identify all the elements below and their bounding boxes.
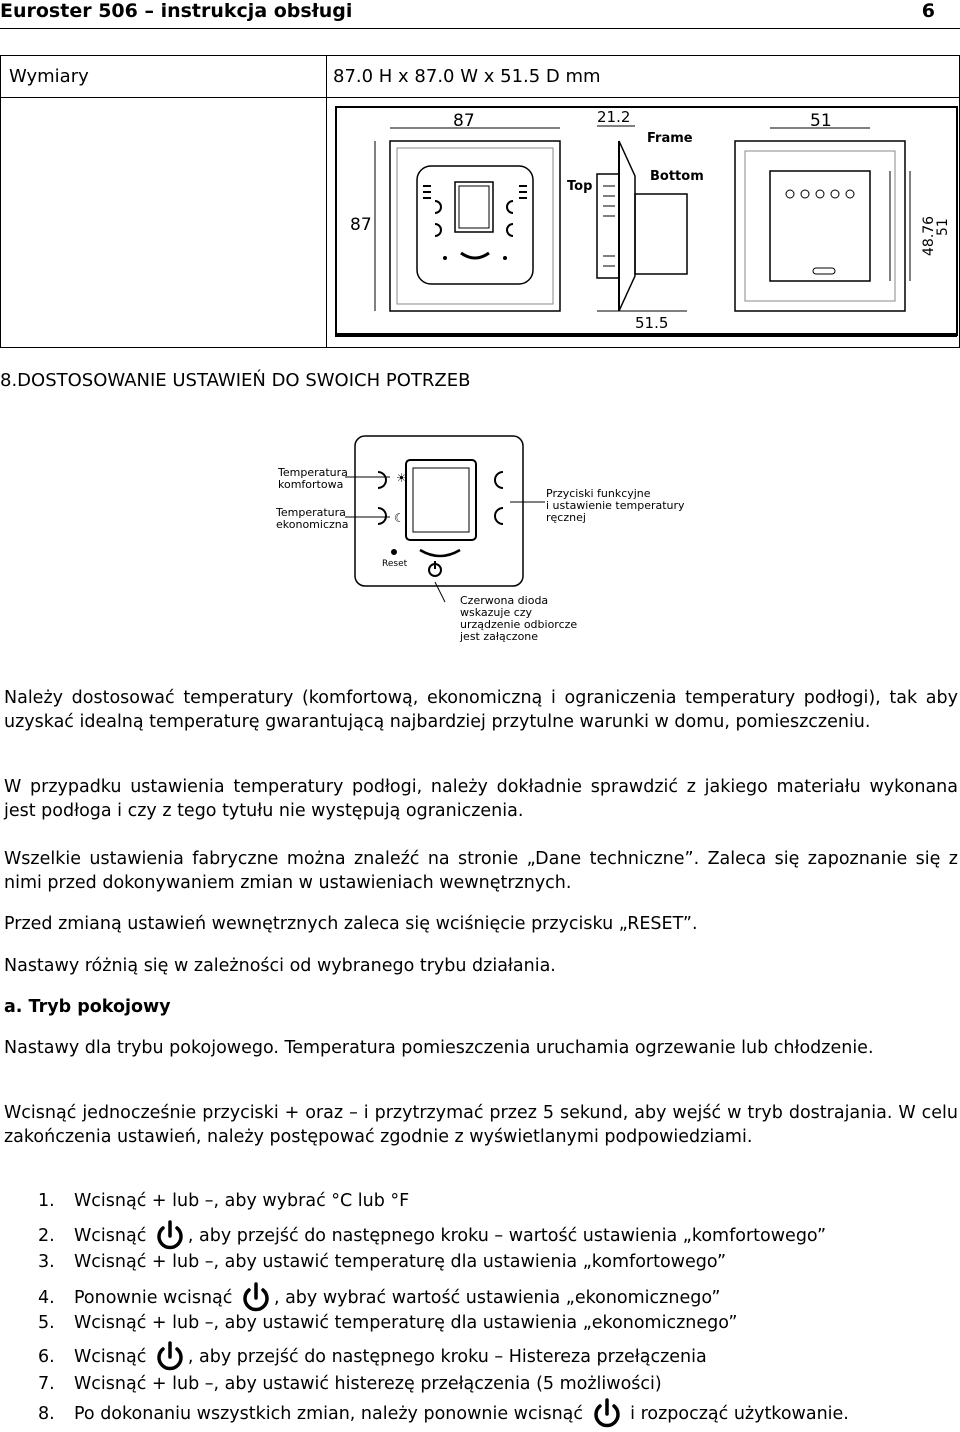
section-title: 8.DOSTOSOWANIE USTAWIEŃ DO SWOICH POTRZEB (0, 370, 471, 391)
dimensions-table (0, 55, 960, 348)
list-item: 2. Wcisnąć , aby przejść do następnego kroku – wartość ustawienia „komfortowego” (38, 1218, 826, 1254)
side-depth-top-label: 21.2 (597, 108, 631, 126)
page-number: 6 (921, 0, 935, 22)
document-title: Euroster 506 – instrukcja obsługi (0, 0, 353, 22)
subheading: a. Tryb pokojowy (4, 997, 171, 1017)
comfort-label-2: komfortowa (278, 478, 344, 491)
front-width-label: 87 (453, 111, 475, 131)
list-item: 4. Ponownie wcisnąć , aby wybrać wartość ustawienia „ekonomicznego” (38, 1280, 720, 1316)
paragraph-7: Wcisnąć jednocześnie przyciski + oraz – i przytrzymać przez 5 sekund, aby wejść w tryb dostrajania. W celu zakończenia ustawień, należy postępować zgodnie z wyświetlanymi podpowiedziami. (4, 1103, 958, 1147)
front-height-label: 87 (350, 215, 372, 235)
list-item: 8. Po dokonaniu wszystkich zmian, należy ponownie wcisnąć i rozpocząć użytkowanie. (38, 1396, 849, 1432)
dimensions-drawing (335, 106, 959, 338)
moon-icon: ☾ (394, 511, 405, 525)
comfort-label-1: Temperatura (278, 466, 348, 479)
list-item: 7. Wcisnąć + lub –, aby ustawić histerezę przełączenia (5 możliwości) (38, 1374, 662, 1394)
sun-icon: ☀ (396, 471, 407, 485)
led-label-3: urządzenie odbiorcze (460, 618, 578, 631)
buttons-label-3: ręcznej (546, 511, 586, 524)
led-label-1: Czerwona dioda (460, 594, 549, 607)
back-width-label: 51 (810, 111, 832, 131)
paragraph-2: W przypadku ustawienia temperatury podłogi, należy dokładnie sprawdzić z jakiego materiału wykonana jest podłoga i czy z tego tytułu nie występują ograniczenia. (4, 777, 958, 821)
led-label-4: jest załączone (460, 630, 539, 643)
back-height-label: 51 (935, 218, 951, 236)
dimensions-label: Wymiary (1, 56, 327, 98)
power-icon (152, 1339, 188, 1375)
list-item: 1. Wcisnąć + lub –, aby wybrać °C lub °F (38, 1191, 410, 1211)
buttons-label-1: Przyciski funkcyjne (546, 487, 651, 500)
side-top-label: Top (567, 179, 593, 194)
paragraph-5: Nastawy różnią się w zależności od wybranego trybu działania. (4, 956, 556, 976)
front-view (350, 111, 560, 311)
power-icon (152, 1218, 188, 1254)
paragraph-3: Wszelkie ustawienia fabryczne można znaleźć na stronie „Dane techniczne”. Zaleca się zapoznanie się z nimi przed dokonywaniem zmian w ustawieniach wewnętrznych. (4, 849, 958, 893)
back-view (735, 111, 951, 311)
power-icon (238, 1280, 274, 1316)
paragraph-1: Należy dostosować temperatury (komfortową, ekonomiczną i ograniczenia temperatury podłogi), tak aby uzyskać idealną temperaturę gwarantującą najbardziej przytulne warunki w domu, pomieszczeniu. (4, 688, 958, 732)
side-frame-label: Frame (647, 131, 693, 146)
power-icon (589, 1396, 625, 1432)
list-item: 6. Wcisnąć , aby przejść do następnego kroku – Histereza przełączenia (38, 1339, 707, 1375)
thermostat-diagram (270, 432, 685, 647)
economy-label-1: Temperatura (276, 506, 346, 519)
list-item: 3. Wcisnąć + lub –, aby ustawić temperaturę dla ustawienia „komfortowego” (38, 1252, 727, 1272)
thermostat-front (355, 436, 523, 586)
buttons-label-2: i ustawienie temperatury (546, 499, 685, 512)
header-divider (0, 28, 960, 29)
side-bottom-label: Bottom (650, 169, 704, 184)
side-depth-total-label: 51.5 (635, 314, 669, 332)
back-inner-label: 48.76 (921, 215, 937, 256)
page-header (0, 0, 960, 24)
reset-label: Reset (382, 559, 408, 569)
paragraph-6: Nastawy dla trybu pokojowego. Temperatura pomieszczenia uruchamia ogrzewanie lub chłodzenie. (4, 1038, 874, 1058)
paragraph-4: Przed zmianą ustawień wewnętrznych zaleca się wciśnięcie przycisku „RESET”. (4, 914, 698, 934)
side-view (567, 108, 704, 332)
led-label-2: wskazuje czy (460, 606, 533, 619)
dimensions-value: 87.0 H x 87.0 W x 51.5 D mm (327, 56, 960, 98)
list-item: 5. Wcisnąć + lub –, aby ustawić temperaturę dla ustawienia „ekonomicznego” (38, 1313, 738, 1333)
economy-label-2: ekonomiczna (276, 518, 349, 531)
